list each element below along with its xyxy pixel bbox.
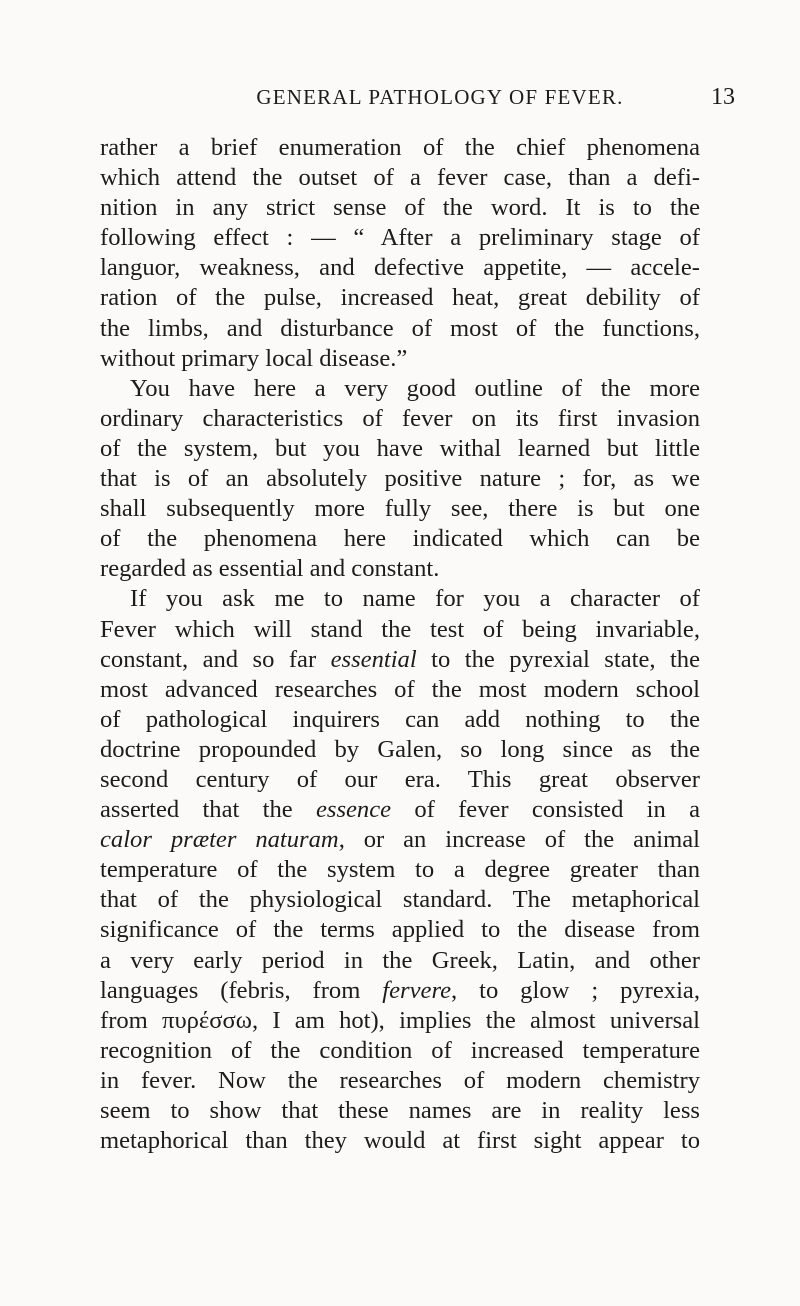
text-line: temperature of the system to a degree greater than bbox=[100, 856, 700, 884]
text-line: constant, and so far essential to the pyrexial state, the bbox=[100, 645, 701, 673]
text-line: most advanced researches of the most modern school bbox=[100, 675, 700, 703]
text-line: calor præter naturam, or an increase of the animal bbox=[100, 826, 701, 854]
running-title: GENERAL PATHOLOGY OF FEVER. bbox=[256, 85, 624, 109]
text-line: Fever which will stand the test of being invariable, bbox=[100, 615, 700, 643]
text-line: languor, weakness, and defective appetite, — accele- bbox=[100, 254, 700, 282]
text-line: recognition of the condition of increased temperature bbox=[100, 1036, 700, 1064]
text-line: second century of our era. This great observer bbox=[100, 765, 700, 793]
text-line: in fever. Now the researches of modern chemistry bbox=[100, 1066, 700, 1094]
text-line: from πυρέσσω, I am hot), implies the almost universal bbox=[100, 1006, 700, 1034]
running-head bbox=[145, 82, 735, 112]
text-line: languages (febris, from fervere, to glow ; pyrexia, bbox=[100, 976, 700, 1004]
text-line: asserted that the essence of fever consisted in a bbox=[100, 796, 700, 824]
text-line: nition in any strict sense of the word. It is to the bbox=[100, 194, 700, 222]
text-line: If you ask me to name for you a character of bbox=[130, 585, 700, 613]
text-line: of the system, but you have withal learned but little bbox=[100, 434, 700, 462]
text-line: doctrine propounded by Galen, so long since as the bbox=[100, 735, 700, 763]
page-number: 13 bbox=[711, 84, 735, 110]
text-line: ration of the pulse, increased heat, great debility of bbox=[100, 284, 700, 312]
text-line: rather a brief enumeration of the chief phenomena bbox=[100, 134, 700, 161]
text-line: metaphorical than they would at first sight appear to bbox=[100, 1127, 700, 1155]
text-line: regarded as essential and constant. bbox=[100, 555, 440, 583]
body-text bbox=[100, 133, 700, 1156]
text-line: of pathological inquirers can add nothing to the bbox=[100, 705, 700, 733]
text-line: You have here a very good outline of the more bbox=[130, 374, 700, 402]
text-line: the limbs, and disturbance of most of the functions, bbox=[100, 314, 700, 342]
text-line: that is of an absolutely positive nature ; for, as we bbox=[100, 465, 700, 493]
text-line: shall subsequently more fully see, there is but one bbox=[100, 495, 700, 523]
text-line: without primary local disease.” bbox=[100, 344, 408, 372]
text-line: significance of the terms applied to the disease from bbox=[100, 916, 700, 944]
text-line: which attend the outset of a fever case, than a defi- bbox=[100, 164, 700, 192]
text-line: that of the physiological standard. The metaphorical bbox=[100, 886, 700, 914]
text-line: of the phenomena here indicated which can be bbox=[100, 525, 700, 553]
text-line: ordinary characteristics of fever on its first invasion bbox=[100, 404, 700, 432]
text-line: seem to show that these names are in reality less bbox=[100, 1097, 700, 1124]
text-line: following effect : — “ After a preliminary stage of bbox=[100, 224, 700, 252]
text-line: a very early period in the Greek, Latin, and other bbox=[100, 946, 700, 974]
